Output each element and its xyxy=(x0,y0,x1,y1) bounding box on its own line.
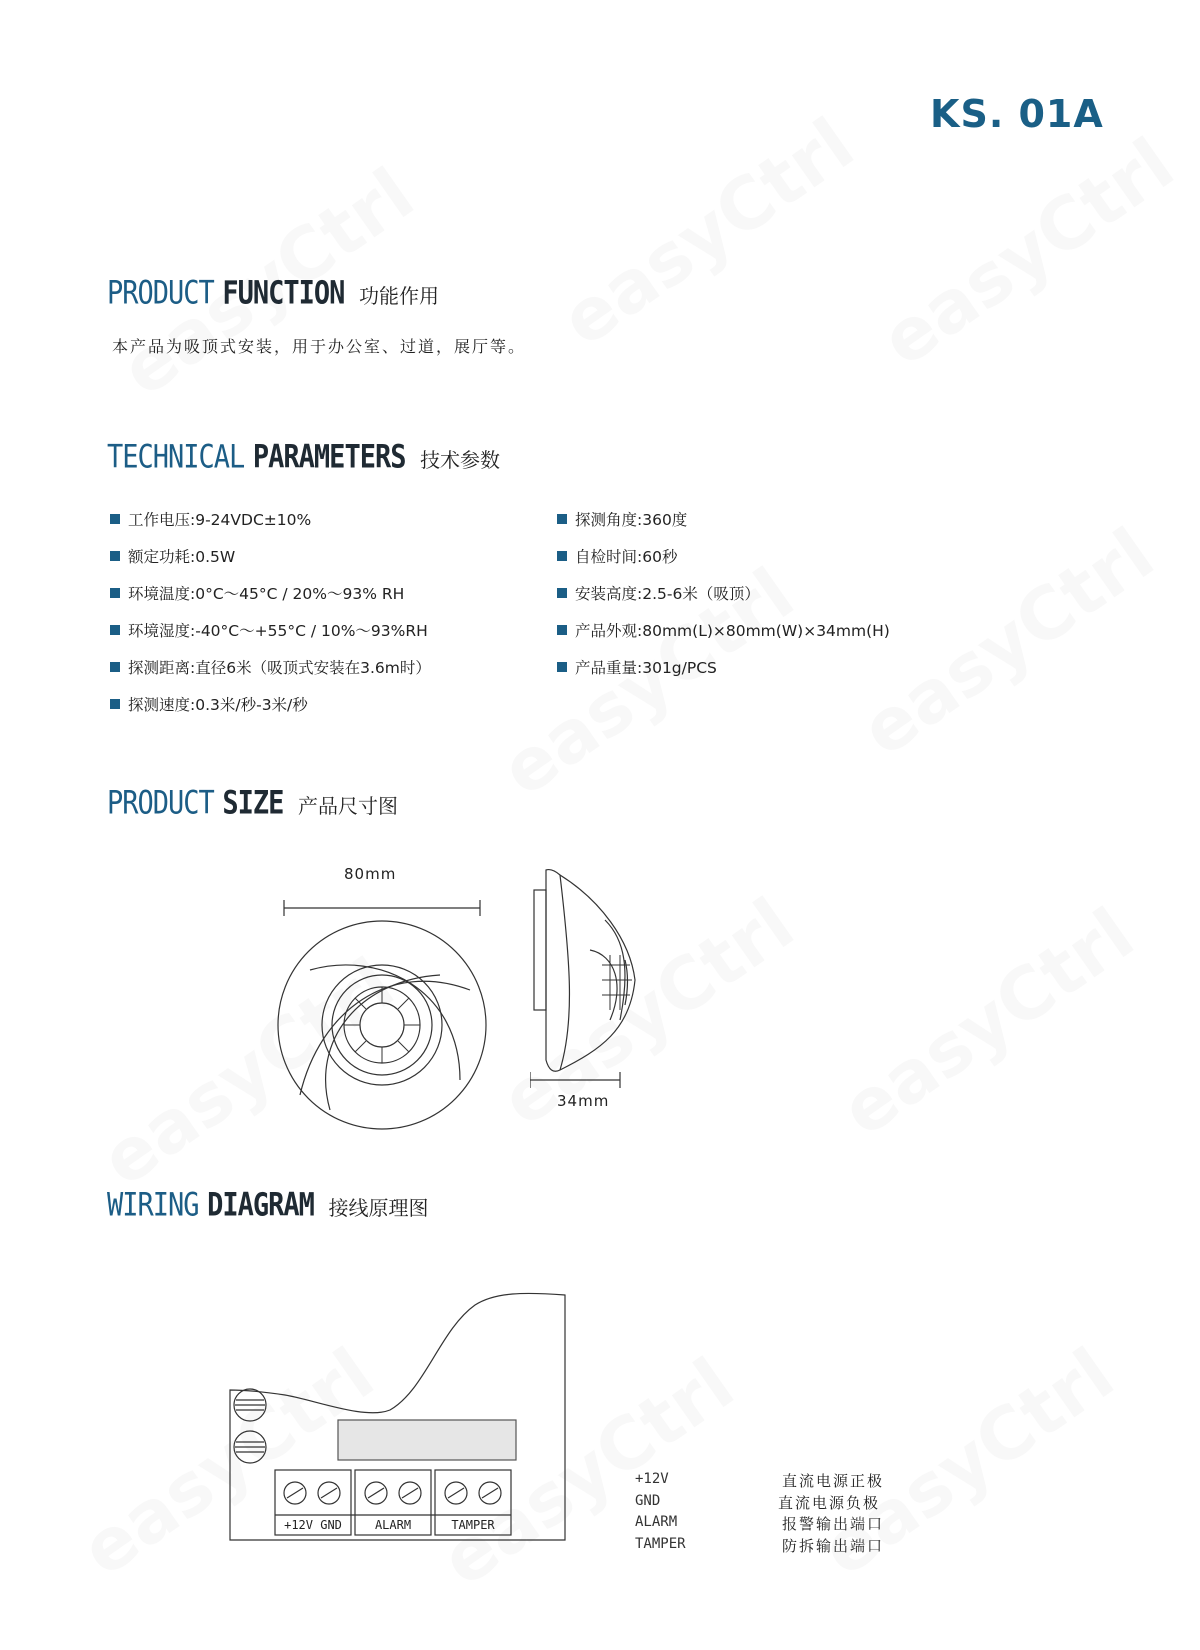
bullet-icon xyxy=(110,514,120,524)
side-housing xyxy=(546,870,635,1072)
section-title-size xyxy=(107,785,399,822)
lens-outer xyxy=(322,965,442,1085)
legend-desc: 报警输出端口 xyxy=(782,1515,885,1533)
width-dimension-label: 80mm xyxy=(344,865,397,883)
param-text: 环境湿度:-40°C～+55°C / 10%～93%RH xyxy=(128,622,428,640)
pcb-chip xyxy=(338,1420,516,1460)
param-text: 环境温度:0°C～45°C / 20%～93% RH xyxy=(128,585,405,603)
height-dimension-label: 34mm xyxy=(557,1092,610,1110)
param-item xyxy=(557,582,760,604)
param-item xyxy=(557,545,677,567)
bullet-icon xyxy=(110,588,120,598)
param-item xyxy=(110,619,428,641)
title-part: PARAMETERS xyxy=(252,439,406,476)
param-item xyxy=(110,582,404,604)
param-text: 工作电压:9-24VDC±10% xyxy=(128,511,312,529)
bullet-icon xyxy=(557,662,567,672)
param-item xyxy=(110,545,235,567)
bullet-icon xyxy=(110,662,120,672)
legend-desc: 直流电源负极 xyxy=(778,1494,881,1512)
param-item xyxy=(557,508,687,530)
param-item xyxy=(110,656,431,678)
bullet-icon xyxy=(110,699,120,709)
param-text: 探测角度:360度 xyxy=(575,511,688,529)
legend-code: +12V xyxy=(635,1471,669,1487)
bullet-icon xyxy=(557,551,567,561)
title-part: WIRING xyxy=(107,1187,199,1224)
lens-center xyxy=(360,1003,404,1047)
param-item xyxy=(110,508,311,530)
model-number: KS. 01A xyxy=(930,92,1104,136)
side-view-drawing xyxy=(530,860,670,1110)
watermark xyxy=(546,102,868,363)
terminal-label: TAMPER xyxy=(451,1518,495,1532)
terminal-screw-icon xyxy=(479,1482,501,1504)
watermark xyxy=(826,892,1148,1153)
param-text: 探测速度:0.3米/秒-3米/秒 xyxy=(128,696,308,714)
board-outline xyxy=(230,1293,565,1540)
legend-code: ALARM xyxy=(635,1514,678,1530)
title-part: SIZE xyxy=(222,785,284,822)
param-text: 自检时间:60秒 xyxy=(575,548,678,566)
title-cn: 技术参数 xyxy=(420,448,501,472)
mount-screw xyxy=(234,1389,266,1421)
title-cn: 功能作用 xyxy=(359,284,440,308)
section-title-parameters xyxy=(107,439,501,476)
param-text: 产品重量:301g/PCS xyxy=(575,659,717,677)
legend-code: TAMPER xyxy=(635,1536,686,1552)
terminal-screw-icon xyxy=(365,1482,387,1504)
legend-desc: 防拆输出端口 xyxy=(782,1537,885,1555)
title-part: DIAGRAM xyxy=(207,1187,314,1224)
title-part: PRODUCT xyxy=(107,785,214,822)
bullet-icon xyxy=(110,551,120,561)
param-item xyxy=(557,656,717,678)
param-text: 额定功耗:0.5W xyxy=(128,548,236,566)
section-title-wiring xyxy=(107,1187,429,1224)
title-cn: 产品尺寸图 xyxy=(298,794,399,818)
bullet-icon xyxy=(110,625,120,635)
section-title-function xyxy=(107,275,440,312)
terminal-label: ALARM xyxy=(374,1518,412,1532)
bullet-icon xyxy=(557,514,567,524)
title-part: FUNCTION xyxy=(222,275,345,312)
watermark xyxy=(866,122,1188,383)
title-part: TECHNICAL xyxy=(107,439,245,476)
title-cn: 接线原理图 xyxy=(328,1196,429,1220)
title-part: PRODUCT xyxy=(107,275,214,312)
param-item xyxy=(110,693,308,715)
param-text: 探测距离:直径6米（吸顶式安装在3.6m时） xyxy=(128,659,431,677)
mount-screw xyxy=(234,1431,266,1463)
terminal-screw-icon xyxy=(284,1482,306,1504)
terminal-screw-icon xyxy=(445,1482,467,1504)
terminal-screw-icon xyxy=(318,1482,340,1504)
function-text: 本产品为吸顶式安装，用于办公室、过道，展厅等。 xyxy=(112,337,527,356)
bullet-icon xyxy=(557,588,567,598)
legend-desc: 直流电源正极 xyxy=(782,1472,885,1490)
wiring-board-drawing xyxy=(225,1280,570,1550)
housing-outline xyxy=(278,921,486,1129)
watermark xyxy=(846,512,1168,773)
bullet-icon xyxy=(557,625,567,635)
param-text: 安装高度:2.5-6米（吸顶） xyxy=(575,585,760,603)
terminal-screw-icon xyxy=(399,1482,421,1504)
terminal-label: +12V GND xyxy=(284,1518,342,1532)
param-item xyxy=(557,619,890,641)
legend-code: GND xyxy=(635,1493,661,1509)
param-text: 产品外观:80mm(L)×80mm(W)×34mm(H) xyxy=(575,622,890,640)
front-view-drawing xyxy=(270,880,500,1130)
